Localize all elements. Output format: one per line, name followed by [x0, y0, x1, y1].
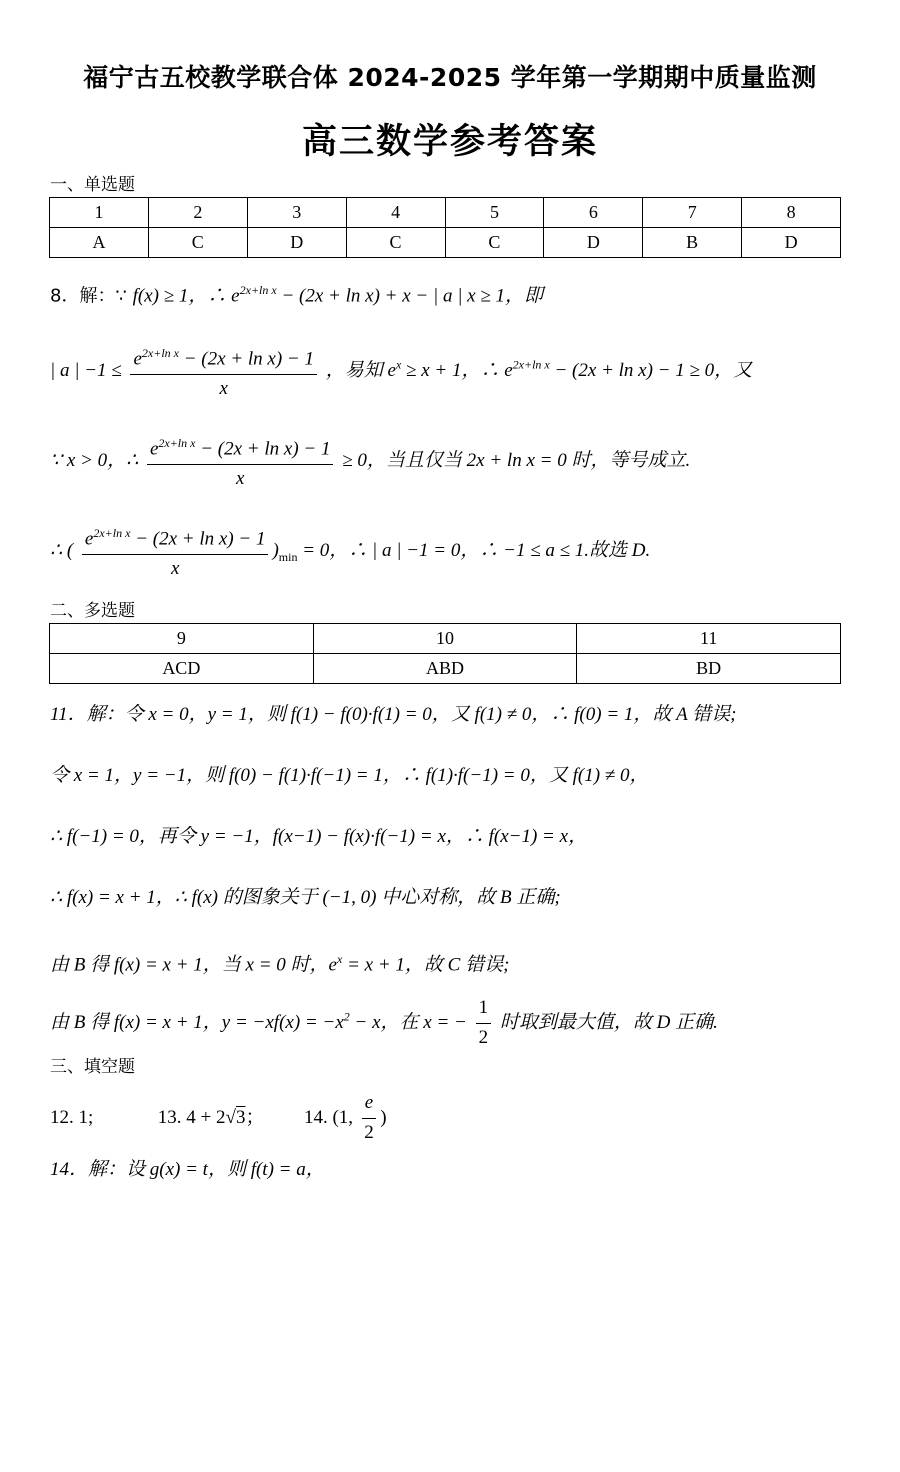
table-cell: C [445, 228, 544, 258]
table-cell: 1 [50, 198, 149, 228]
table-row [50, 624, 841, 654]
q8-line3: ∵ x > 0，∴ $\frac{e^{2x+ln x} - (2x + \ln x) - 1}{x}$ ≥ 0，当且仅当 2x + ln x = 0 时，等号成立. [50, 430, 690, 493]
fraction: $\frac{e}{2}$ [362, 1090, 376, 1147]
q8-line1: 8．解：∵ f(x) ≥ 1，∴ $e^{2x+ln x} - (2x + \ln x) + x$ − | a | x ≥ 1，即 [50, 283, 544, 307]
section3-heading: 三、填空题 [50, 1057, 135, 1077]
q11-line2: 令 x = 1，y = −1，则 f(0) − f(1)·f(−1) = 1，∴ f(1)·f(−1) = 0，又 f(1) ≠ 0， [50, 765, 649, 786]
q11-line6: 由 B 得 f(x) = x + 1，$y = -xf(x) = -x^2 - x$，在 x = − $\frac{1}{2}$ 时取到最大值，故 D 正确. [50, 995, 718, 1052]
table-cell: 11 [577, 624, 841, 654]
table-cell: BD [577, 654, 841, 684]
table-cell: D [544, 228, 643, 258]
q8-line4: ∴ ( $\frac{e^{2x+ln x} - (2x + \ln x) - 1}{x}$ )$_{min} = 0$，∴ | a | −1 = 0，∴ −1 ≤ a ≤ 1.故选 D. [50, 520, 650, 583]
table-cell: 10 [313, 624, 577, 654]
fraction: $\frac{1}{2}$ [476, 995, 492, 1052]
section2-heading: 二、多选题 [50, 601, 135, 621]
table-cell: ABD [313, 654, 577, 684]
table-cell: 8 [742, 198, 841, 228]
table-cell: 7 [643, 198, 742, 228]
table-cell: 4 [346, 198, 445, 228]
table-cell: 6 [544, 198, 643, 228]
table-cell: B [643, 228, 742, 258]
table-cell: C [148, 228, 247, 258]
q11-line1: 11．解：令 x = 0，y = 1，则 f(1) − f(0)·f(1) = 0，又 f(1) ≠ 0，∴ f(0) = 1，故 A 错误; [50, 704, 737, 725]
fraction: $\frac{e^{2x+ln x} - (2x + \ln x) - 1}{x}$ [82, 520, 269, 583]
q11-line4: ∴ f(x) = x + 1，∴ f(x) 的图象关于 (−1, 0) 中心对称，故 B 正确; [50, 887, 561, 908]
document-subtitle: 高三数学参考答案 [301, 122, 598, 162]
q11-line5: 由 B 得 f(x) = x + 1，当 x = 0 时，$e^x = x + 1$，故 C 错误; [50, 952, 510, 976]
table-cell: D [247, 228, 346, 258]
document-title: 福宁古五校教学联合体 2024-2025 学年第一学期期中质量监测 [83, 63, 817, 92]
table-cell: D [742, 228, 841, 258]
section1-heading: 一、单选题 [50, 175, 135, 195]
table-cell: 3 [247, 198, 346, 228]
table-row [50, 228, 841, 258]
table-cell: 2 [148, 198, 247, 228]
single-choice-answer-table [49, 197, 841, 258]
table-cell: C [346, 228, 445, 258]
table-cell: A [50, 228, 149, 258]
q8-line2: | a | −1 ≤ $\frac{e^{2x+ln x} - (2x + \ln x) - 1}{x}$ ，易知 $e^x \ge x + 1$，∴ $e^{2x+ln x} - (2x + \ln x) - 1 \ge 0$，又 [50, 340, 752, 403]
fraction: $\frac{e^{2x+ln x} - (2x + \ln x) - 1}{x}$ [130, 340, 317, 403]
table-cell: 9 [50, 624, 314, 654]
table-cell: ACD [50, 654, 314, 684]
q11-line3: ∴ f(−1) = 0，再令 y = −1，f(x−1) − f(x)·f(−1) = x，∴ f(x−1) = x， [50, 826, 588, 847]
multi-choice-answer-table [49, 623, 841, 684]
table-cell: 5 [445, 198, 544, 228]
q14-line1: 14．解：设 g(x) = t，则 f(t) = a， [50, 1159, 325, 1180]
table-row [50, 198, 841, 228]
table-row [50, 654, 841, 684]
fraction: $\frac{e^{2x+ln x} - (2x + \ln x) - 1}{x}$ [147, 430, 334, 493]
fill-in-answers: 12. 1; 13. 4 + 2√3； 14. (1, $\frac{e}{2}$ ) [50, 1090, 387, 1147]
